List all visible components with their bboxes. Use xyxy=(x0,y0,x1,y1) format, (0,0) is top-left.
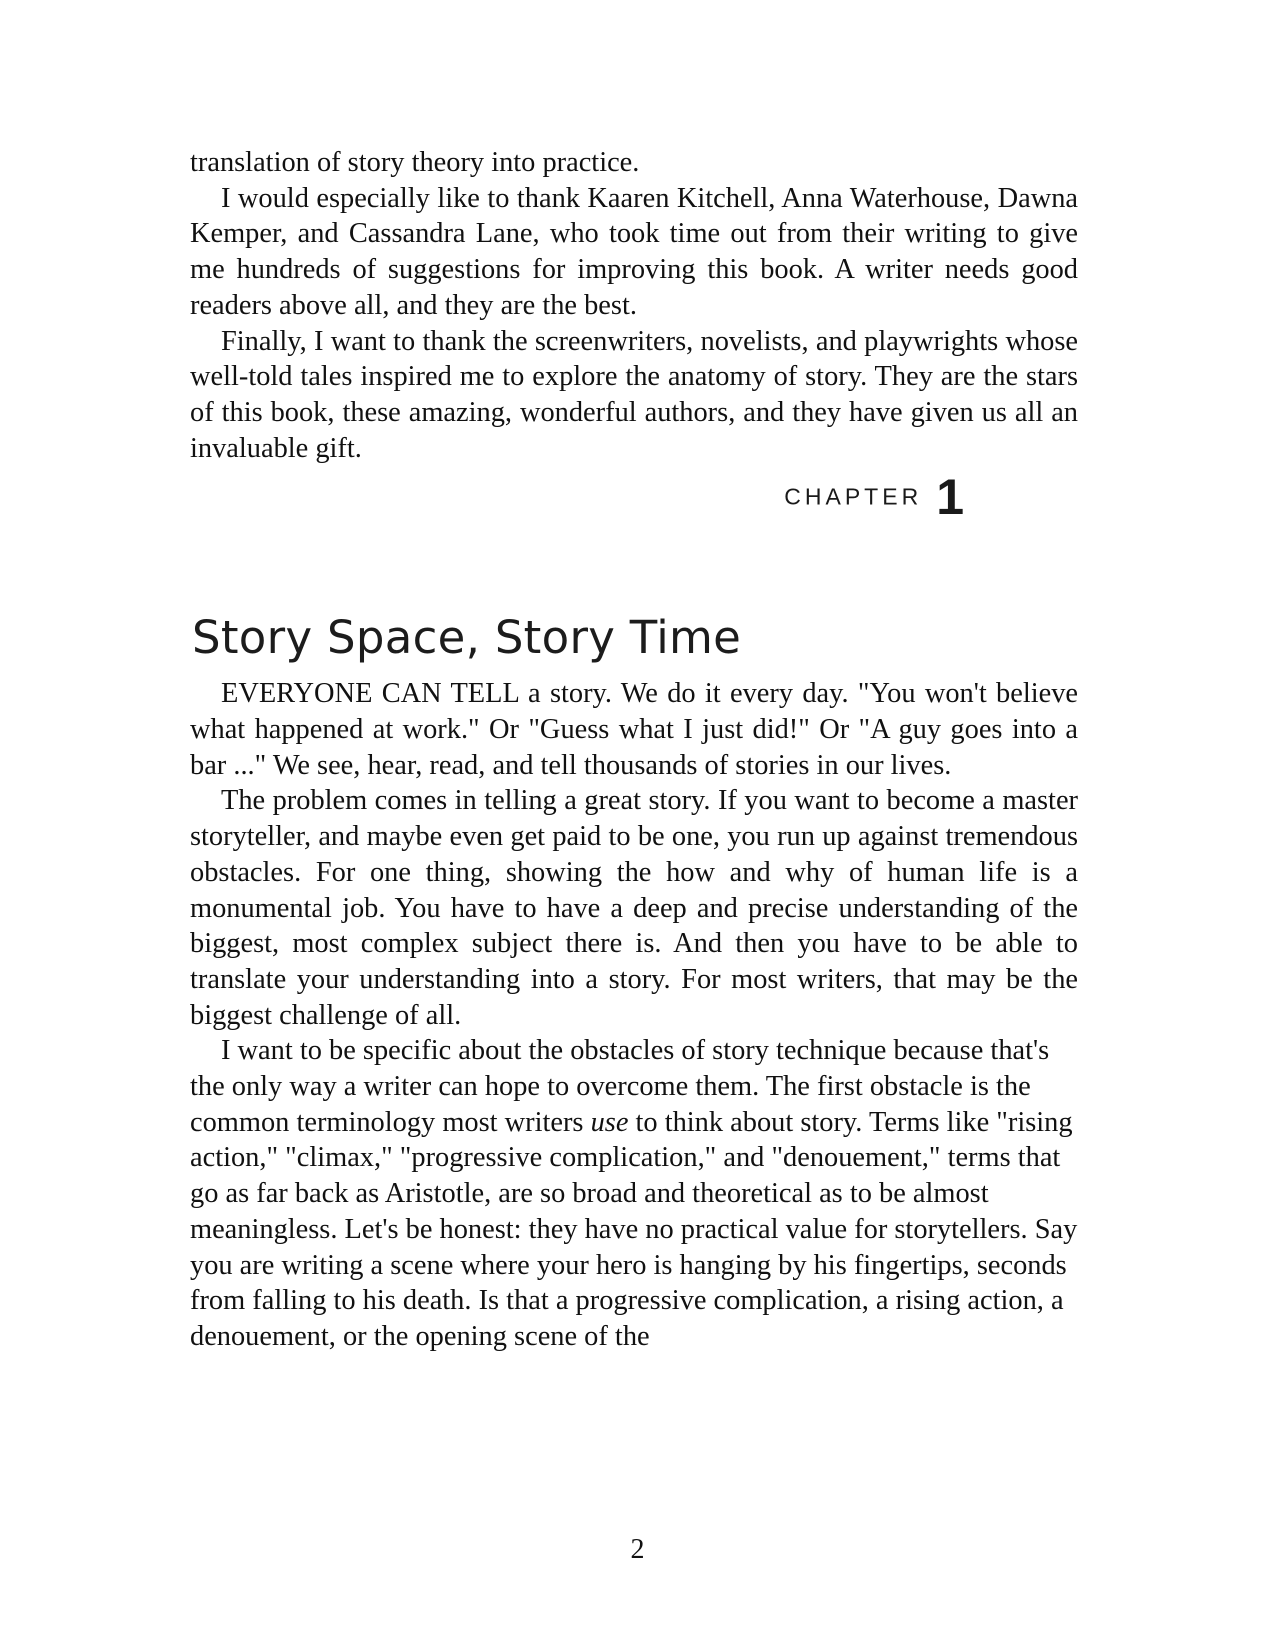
paragraph-specific-part-2: to think about story. Terms like "rising action," "climax," "progressive complication," and "denouement," terms that go as far back as Aristotle, are so broad and theoretical as to be almost meaningless. Let's be honest: they have no practical value for storytellers. Say you are writing a scene where your hero is hanging by his fingertips, seconds from falling to his death. Is that a progressive complication, a rising action, a denouement, or the opening scene of the xyxy=(190,1106,1078,1352)
emphasis-use: use xyxy=(590,1106,629,1138)
chapter-label xyxy=(190,468,964,528)
paragraph-problem: The problem comes in telling a great story. If you want to become a master storyteller, and maybe even get paid to be one, you run up against tremendous obstacles. For one thing, showing the how and why of human life is a monumental job. You have to have a deep and precise understanding of the biggest, most complex subject there is. And then you have to be able to translate your understanding into a story. For most writers, that may be the biggest challenge of all. xyxy=(190,785,1078,1031)
paragraph-thanks: I would especially like to thank Kaaren Kitchell, Anna Waterhouse, Dawna Kemper, and Cassandra Lane, who took time out from their writing to give me hundreds of suggestions for improving this book. A writer needs good readers above all, and they are the best. xyxy=(190,182,1078,321)
page-number: 2 xyxy=(630,1534,645,1565)
page-content xyxy=(190,145,1078,1355)
chapter-word: CHAPTER xyxy=(784,483,923,510)
paragraph-specific-part-1: I want to be specific about the obstacles of story technique because that's the only way a writer can hope to overcome them. The first obstacle is the common terminology most writers xyxy=(190,1035,1050,1138)
paragraph-everyone: EVERYONE CAN TELL a story. We do it every day. "You won't believe what happened at work." Or "Guess what I just did!" Or "A guy goes into a bar ..." We see, hear, read, and tell thousands of stories in our lives. xyxy=(190,678,1078,781)
chapter-number: 1 xyxy=(936,469,964,526)
paragraph-specific xyxy=(190,1033,1078,1354)
paragraph-continued: translation of story theory into practice. xyxy=(190,147,640,178)
chapter-title: Story Space, Story Time xyxy=(192,611,742,665)
paragraph-finally: Finally, I want to thank the screenwriters, novelists, and playwrights whose well-told tales inspired me to explore the anatomy of story. They are the stars of this book, these amazing, wonderful authors, and they have given us all an invaluable gift. xyxy=(190,325,1078,464)
